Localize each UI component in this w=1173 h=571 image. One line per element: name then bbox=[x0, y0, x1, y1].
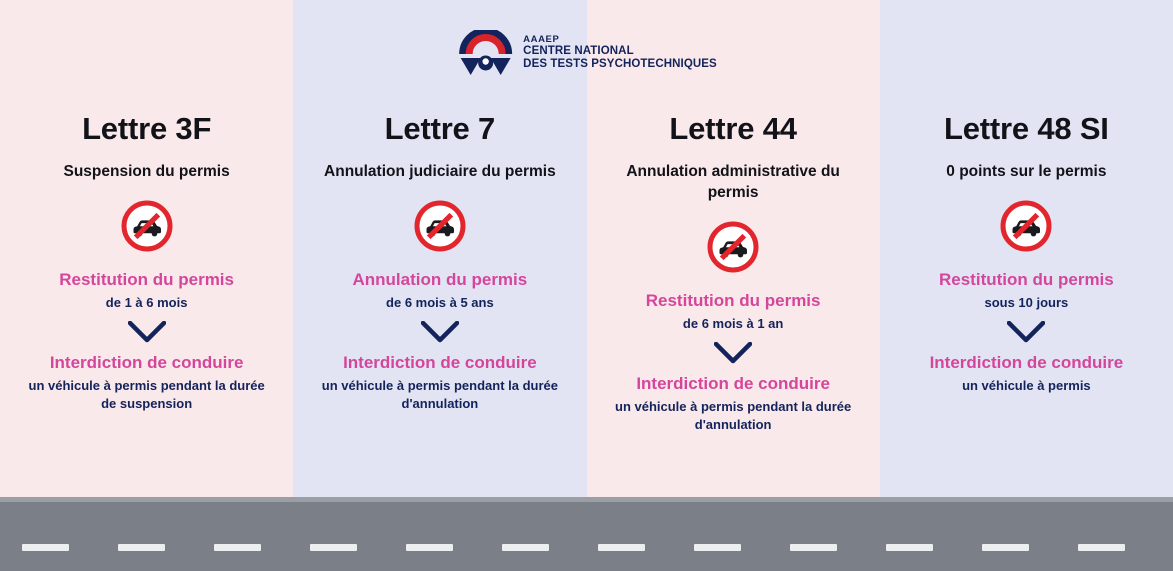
no-car-icon bbox=[413, 199, 467, 253]
column-subtitle: 0 points sur le permis bbox=[946, 163, 1107, 181]
chevron-down-icon bbox=[1007, 321, 1045, 343]
chevron-row bbox=[293, 312, 586, 352]
step-restitution bbox=[0, 269, 293, 312]
step-1-heading: Restitution du permis bbox=[645, 290, 821, 310]
brand-line-1: AAAEP bbox=[523, 33, 560, 45]
step-restitution bbox=[880, 269, 1173, 312]
road-dash bbox=[502, 544, 549, 551]
icon-row bbox=[293, 183, 586, 269]
road-dash bbox=[694, 544, 741, 551]
chevron-row bbox=[587, 333, 880, 373]
icon-row bbox=[880, 183, 1173, 269]
step-interdiction bbox=[587, 373, 880, 433]
step-2-detail: un véhicule à permis pendant la durée d'annulation bbox=[321, 378, 558, 411]
road-dash bbox=[406, 544, 453, 551]
step-1-detail: de 6 mois à 5 ans bbox=[386, 295, 494, 311]
icon-row bbox=[587, 204, 880, 290]
road-dash bbox=[598, 544, 645, 551]
column-title: Lettre 3F bbox=[82, 111, 212, 146]
step-2-detail: un véhicule à permis bbox=[962, 378, 1091, 394]
step-2-heading: Interdiction de conduire bbox=[636, 373, 830, 393]
step-interdiction bbox=[293, 352, 586, 412]
no-car-icon bbox=[999, 199, 1053, 253]
aaaep-logo-mark-icon bbox=[456, 30, 514, 76]
road-dash bbox=[886, 544, 933, 551]
step-2-heading: Interdiction de conduire bbox=[343, 352, 537, 372]
column-title: Lettre 44 bbox=[669, 111, 797, 146]
no-car-icon bbox=[120, 199, 174, 253]
column-lettre-48-si bbox=[880, 0, 1173, 497]
step-1-heading: Annulation du permis bbox=[352, 270, 528, 290]
column-title: Lettre 7 bbox=[384, 111, 496, 146]
road-dash bbox=[22, 544, 69, 551]
step-1-heading: Restitution du permis bbox=[939, 270, 1114, 290]
brand-logo-text bbox=[523, 35, 717, 71]
step-annulation bbox=[293, 269, 586, 312]
column-lettre-3f bbox=[0, 0, 293, 497]
step-1-detail: sous 10 jours bbox=[984, 295, 1069, 311]
brand-line-2: CENTRE NATIONAL bbox=[523, 45, 634, 58]
step-1-detail: de 6 mois à 1 an bbox=[682, 316, 784, 332]
chevron-row bbox=[0, 312, 293, 352]
road-graphic bbox=[0, 497, 1173, 571]
road-dash bbox=[214, 544, 261, 551]
step-restitution bbox=[587, 290, 880, 333]
icon-row bbox=[0, 183, 293, 269]
column-subtitle: Annulation administrative du permis bbox=[626, 163, 840, 202]
step-2-detail: un véhicule à permis pendant la durée d'annulation bbox=[615, 398, 852, 432]
step-2-detail: un véhicule à permis pendant la durée de suspension bbox=[28, 378, 265, 411]
road-dash bbox=[118, 544, 165, 551]
brand-line-3: DES TESTS PSYCHOTECHNIQUES bbox=[523, 58, 717, 71]
column-title: Lettre 48 SI bbox=[944, 111, 1109, 146]
step-2-heading: Interdiction de conduire bbox=[929, 352, 1124, 372]
no-car-icon bbox=[706, 220, 760, 274]
step-interdiction bbox=[880, 352, 1173, 395]
road-dash bbox=[310, 544, 357, 551]
chevron-row bbox=[880, 312, 1173, 352]
road-dash bbox=[790, 544, 837, 551]
chevron-down-icon bbox=[128, 321, 166, 343]
road-dash bbox=[982, 544, 1029, 551]
step-1-heading: Restitution du permis bbox=[59, 270, 234, 290]
column-subtitle: Annulation judiciaire du permis bbox=[324, 163, 556, 181]
chevron-down-icon bbox=[421, 321, 459, 343]
step-1-detail: de 1 à 6 mois bbox=[105, 295, 188, 311]
brand-logo bbox=[456, 30, 717, 76]
road-edge bbox=[0, 497, 1173, 502]
chevron-down-icon bbox=[714, 342, 752, 364]
step-interdiction bbox=[0, 352, 293, 412]
column-subtitle: Suspension du permis bbox=[63, 163, 230, 181]
step-2-heading: Interdiction de conduire bbox=[49, 352, 244, 372]
road-dash bbox=[1078, 544, 1125, 551]
